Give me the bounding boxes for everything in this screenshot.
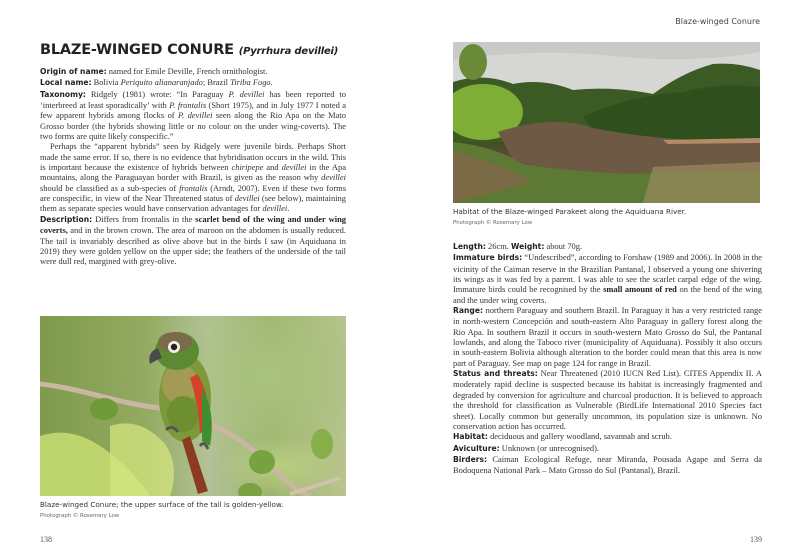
status-text: Near Threatened (2010 IUCN Red List). CITES Appendix II. A moderately rapid decline is suspected because its habitat is increasingly fragmented and degraded by conversion for agriculture and charcoal production. It is believed to approach the threshold for classification as Vulnerable (BirdLife International 2010 Species fact sheet). Locally common but generally uncommon, its population size is unknown. No conservation action has occurred. <box>453 368 763 431</box>
bolivia-name: Periquito alianaranjado <box>120 77 203 88</box>
text: Bolivia <box>93 77 121 88</box>
habitat-text: deciduous and gallery woodland, savannah and scrub. <box>490 431 672 442</box>
aviculture-label: Aviculture: <box>453 443 500 453</box>
text: ; Brazil <box>202 77 231 88</box>
origin-label: Origin of name: <box>40 67 107 76</box>
species-italic: devillei <box>262 203 288 214</box>
range-label: Range: <box>453 306 484 316</box>
text: in the Apa mountains, along the Paraguayan border with Brazil, is given as the reason why <box>40 162 346 183</box>
species-italic: devillei <box>321 172 346 183</box>
text: should be classified as a sub-species of <box>40 182 180 193</box>
origin-text: named for Emile Deville, French ornithologist. <box>108 66 268 76</box>
species-italic: P. devillei <box>178 110 213 121</box>
river-photo-credit: Photograph © Rosemary Low <box>453 220 533 226</box>
status-label: Status and threats: <box>453 369 538 379</box>
habitat-label: Habitat: <box>453 432 488 442</box>
description-paragraph <box>40 214 346 267</box>
local-name-label: Local name: <box>40 78 92 88</box>
text: . <box>270 77 273 88</box>
species-italic: devillei <box>234 193 260 204</box>
page-number-right: 139 <box>750 535 762 544</box>
left-body-text <box>40 66 346 267</box>
text: Ridgely (1981) wrote: “In Paraguay <box>90 88 229 99</box>
length-label: Length: <box>453 242 486 251</box>
text: “Undescribed”, according to Forshaw (1989 and 2006). In 2008 in the vicinity of the Caiman reserve in the Brazilian Pantanal, I observed a young one shivering its wings as it was fed by a parent. I was able to see the scarlet carpal edge of the wing. Immature birds could be recognised by the <box>453 252 762 295</box>
parrot-photo-caption: Blaze-winged Conure; the upper surface of the tail is golden-yellow. <box>40 500 284 509</box>
bold-text: scarlet bend of the wing and under wing coverts, <box>40 213 346 236</box>
parrot-photo-credit: Photograph © Rosemary Low <box>40 513 120 519</box>
text: and <box>263 162 282 173</box>
birders-label: Birders: <box>453 454 488 464</box>
text: and in the brown crown. The area of maroon on the abdomen is usually reduced. The tail is invariably described as olive above but in the birds I saw (in Aquiduana in 2019) they were golden yellow on the upper side; the feathers of the underside of the tail were dull red, margined with grey-olive. <box>40 225 346 267</box>
brazil-name: Tiriba Fogo <box>230 77 271 88</box>
text: Perhaps the “apparent hybrids” seen by Ridgely were juvenile birds. Perhaps Short made the same error. If so, there is no evidence that hybridisation occurs in the wild. This is important because the existence of hybrids between <box>40 141 346 173</box>
taxonomy-label: Taxonomy: <box>40 89 86 99</box>
length-weight-paragraph <box>453 241 762 252</box>
scientific-name: (Pyrrhura devillei) <box>238 46 339 57</box>
range-text: northern Paraguay and southern Brazil. In Paraguay it has a very restricted range in north-western Concepción and south-eastern Alto Paraguay in gallery forest along the Rio Apa. In southern Brazil it occurs in south-western Mato Grosso do Sul, the Pantanal lowlands, and along the Taboco river (municipality of Aquiduana). Possibly it also occurs in south-eastern Bolivia although alteration to the border could mean that this area is now part of Paraguay. See map on page 124 for range in Brazil. <box>453 305 762 368</box>
running-head: Blaze-winged Conure <box>675 17 760 26</box>
common-name: BLAZE-WINGED CONURE <box>40 42 234 58</box>
river-photo-caption: Habitat of the Blaze-winged Parakeet along the Aquiduana River. <box>453 207 687 216</box>
aviculture-text: Unknown (or unrecognised). <box>501 442 599 453</box>
text: (Arndt, 2007). Even if these two forms are conspecific, in view of the Near Threatened status of <box>40 182 346 204</box>
birders-text: Caiman Ecological Refuge, near Miranda, Pousada Agape and Serra da Bodoquena National Park – Mato Grosso do Sul (Pantanal), Brazil. <box>453 453 763 476</box>
taxonomy-paragraph <box>40 89 346 142</box>
text: (see below), maintaining them as separate species would have conservation advantages for <box>40 193 346 214</box>
river-landscape-icon <box>453 42 760 203</box>
species-italic: P. devillei <box>228 88 265 99</box>
text: has been reported to ‘interbreed at least sporadically’ with <box>40 88 347 111</box>
text: seen along the Rio Apa on the Mato Grosso border (the hybrids showing little or no colour on the under wing-coverts). The two forms are quite likely conspecific.” <box>40 110 346 142</box>
status-paragraph <box>453 368 762 431</box>
species-italic: P. frontalis <box>169 100 207 111</box>
range-paragraph <box>453 305 762 368</box>
weight-label: Weight: <box>510 242 545 251</box>
local-name-paragraph <box>40 77 346 88</box>
birders-paragraph <box>453 454 762 476</box>
river-habitat-photo <box>453 42 760 203</box>
text: (Short 1975), and in July 1977 I noted a few apparent hybrids among flocks of <box>40 100 346 121</box>
immature-label: Immature birds: <box>453 253 523 263</box>
species-title <box>40 42 380 58</box>
habitat-paragraph <box>453 431 762 442</box>
weight-value: about 70g. <box>546 241 583 251</box>
parrot-illustration-icon <box>40 316 346 496</box>
parrot-photo <box>40 316 346 496</box>
species-italic: devillei <box>281 162 307 173</box>
aviculture-paragraph <box>453 443 762 454</box>
text: on the bend of the wing and the under wing coverts. <box>453 284 762 305</box>
species-italic: chiripepe <box>231 162 264 173</box>
text: Differs from frontalis in the <box>95 213 196 224</box>
origin-paragraph <box>40 66 346 77</box>
species-italic: frontalis <box>179 182 208 193</box>
description-label: Description: <box>40 214 93 224</box>
bold-text: small amount of red <box>603 284 677 295</box>
text: . <box>287 203 290 214</box>
length-value: 26cm. <box>488 241 509 251</box>
page-number-left: 138 <box>40 535 52 544</box>
hybrid-discussion-paragraph <box>40 141 346 213</box>
immature-paragraph <box>453 252 762 305</box>
right-body-text <box>453 241 762 476</box>
